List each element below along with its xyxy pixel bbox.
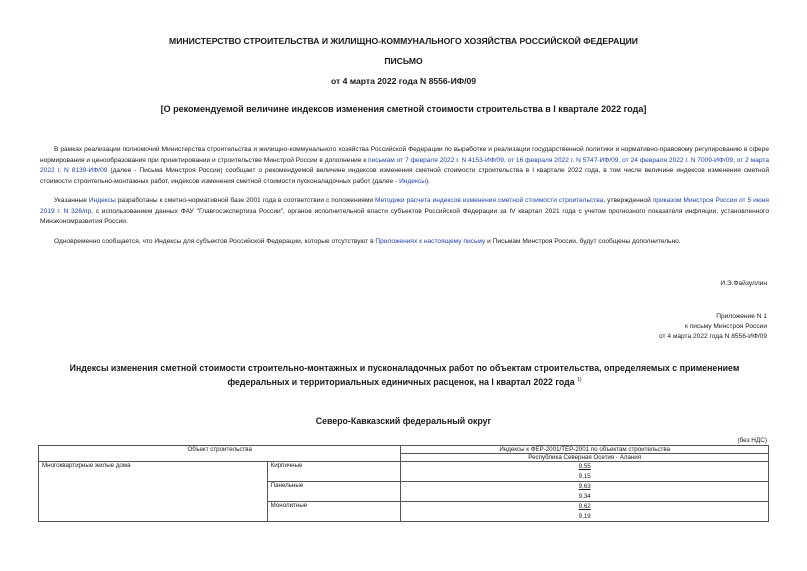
header-index: Индексы к ФЕР-2001/ТЕР-2001 по объектам строительства: [401, 446, 769, 454]
index-value-1[interactable]: 9,55: [578, 463, 591, 470]
object-name: Многоквартирные жилые дома: [39, 462, 268, 522]
doc-date-number: от 4 марта 2022 года N 8556-ИФ/09: [330, 76, 477, 86]
paragraph-2-text-c: , утвержденной: [603, 197, 653, 204]
paragraph-2-text-d: , с использованием данных ФАУ "Главгосэкспертиза России", органов исполнительной власти субъектов Российской Федерации за IV квартал 2021 года с учетом прогнозного показателя инфляции, установленного Минэкономразвития России.: [40, 207, 769, 225]
object-type: Кирпичные: [267, 462, 401, 482]
order-link[interactable]: приказом Минстроя России от 5 июня 2019 г. N 326/пр: [40, 197, 769, 215]
appendix-note: [659, 312, 767, 342]
appendix-title: [40, 362, 769, 388]
doc-type-heading: ПИСЬМО: [384, 56, 423, 66]
index-values: [401, 482, 769, 502]
doc-subject: [О рекомендуемой величине индексов изменения сметной стоимости строительства в I квартале 2022 года]: [160, 104, 647, 114]
paragraph-2-text-b: разработаны к сметно-нормативной базе 2001 года в соответствии с положениями: [115, 197, 376, 204]
paragraph-1: [40, 145, 769, 187]
signature: И.Э.Файзуллин: [720, 280, 767, 287]
paragraph-1-text-c: ).: [425, 177, 430, 185]
header-region: Республика Северная Осетия - Алания: [401, 454, 769, 462]
paragraph-3: [40, 237, 769, 248]
appendix-line-2: к письму Минстроя России: [684, 323, 767, 330]
paragraph-1-text-b: (далее - Письма Минстроя России) сообщает о рекомендуемой величине индексов изменения сметной стоимости строительства в I квартале 2022 года, в том числе величине индексов изменения сметной стоимости строительно-монтажных работ, индексов изменения сметной стоимости пусконаладочных работ (далее -: [40, 167, 769, 185]
appendix-line-1: Приложение N 1: [716, 313, 767, 320]
table-row: [39, 462, 769, 482]
header-object: Объект строительства: [39, 446, 401, 462]
appendix-title-text: Индексы изменения сметной стоимости строительно-монтажных и пусконаладочных работ по объектам строительства, определяемых с применением федеральных и территориальных единичных расценок, на I квартал 2022 года: [69, 363, 740, 387]
index-value-1[interactable]: 9,62: [578, 503, 591, 510]
paragraph-1-text-a: В рамках реализации полномочий Министерства строительства и жилищно-коммунального хозяйства Российской Федерации по выработке и реализации государственной политики и нормативно-правовому регулированию в сфере нормирования и ценообразования при проектировании и строительстве Минстрой России в дополнение к: [40, 146, 769, 164]
paragraph-2-text-a: Указанные: [54, 197, 89, 204]
paragraph-2: [40, 196, 769, 228]
methodology-link[interactable]: Методики расчета индексов изменения сметной стоимости строительства: [375, 197, 604, 204]
index-value-2: 9,34: [578, 492, 591, 500]
appendices-link[interactable]: Приложениях к настоящему письму: [375, 238, 486, 245]
appendix-line-3: от 4 марта 2022 года N 8556-ИФ/09: [658, 333, 767, 340]
index-values: [401, 502, 769, 522]
index-value-2: 9,19: [578, 512, 591, 520]
indexes-link-2[interactable]: Индексы: [88, 197, 116, 204]
ministry-heading: МИНИСТЕРСТВО СТРОИТЕЛЬСТВА И ЖИЛИЩНО-КОММУНАЛЬНОГО ХОЗЯЙСТВА РОССИЙСКОЙ ФЕДЕРАЦИИ: [169, 36, 638, 46]
indexes-link[interactable]: Индексы: [399, 177, 426, 185]
paragraph-3-text-b: и Письмам Минстроя России, будут сообщены дополнительно.: [485, 238, 681, 245]
object-type: Монолитные: [267, 502, 401, 522]
index-table: [38, 445, 769, 522]
unit-note: (без НДС): [737, 437, 767, 444]
paragraph-3-text-a: Одновременно сообщается, что Индексы для субъектов Российской Федерации, которые отсутствуют в: [54, 238, 376, 245]
district-heading: Северо-Кавказский федеральный округ: [315, 416, 492, 426]
object-type: Панельные: [267, 482, 401, 502]
table-header-row: [39, 446, 769, 454]
index-value-2: 9,15: [578, 472, 591, 480]
index-value-1[interactable]: 9,63: [578, 483, 591, 490]
appendix-title-footnote[interactable]: 1): [577, 377, 582, 383]
index-values: [401, 462, 769, 482]
letters-link[interactable]: письмам от 7 февраля 2022 г. N 4153-ИФ/09, от 16 февраля 2022 г. N 5747-ИФ/09, от 24 февраля 2022 г. N 7009-ИФ/09, от 2 марта 2022 г. N 8139-ИФ/09: [40, 156, 769, 174]
